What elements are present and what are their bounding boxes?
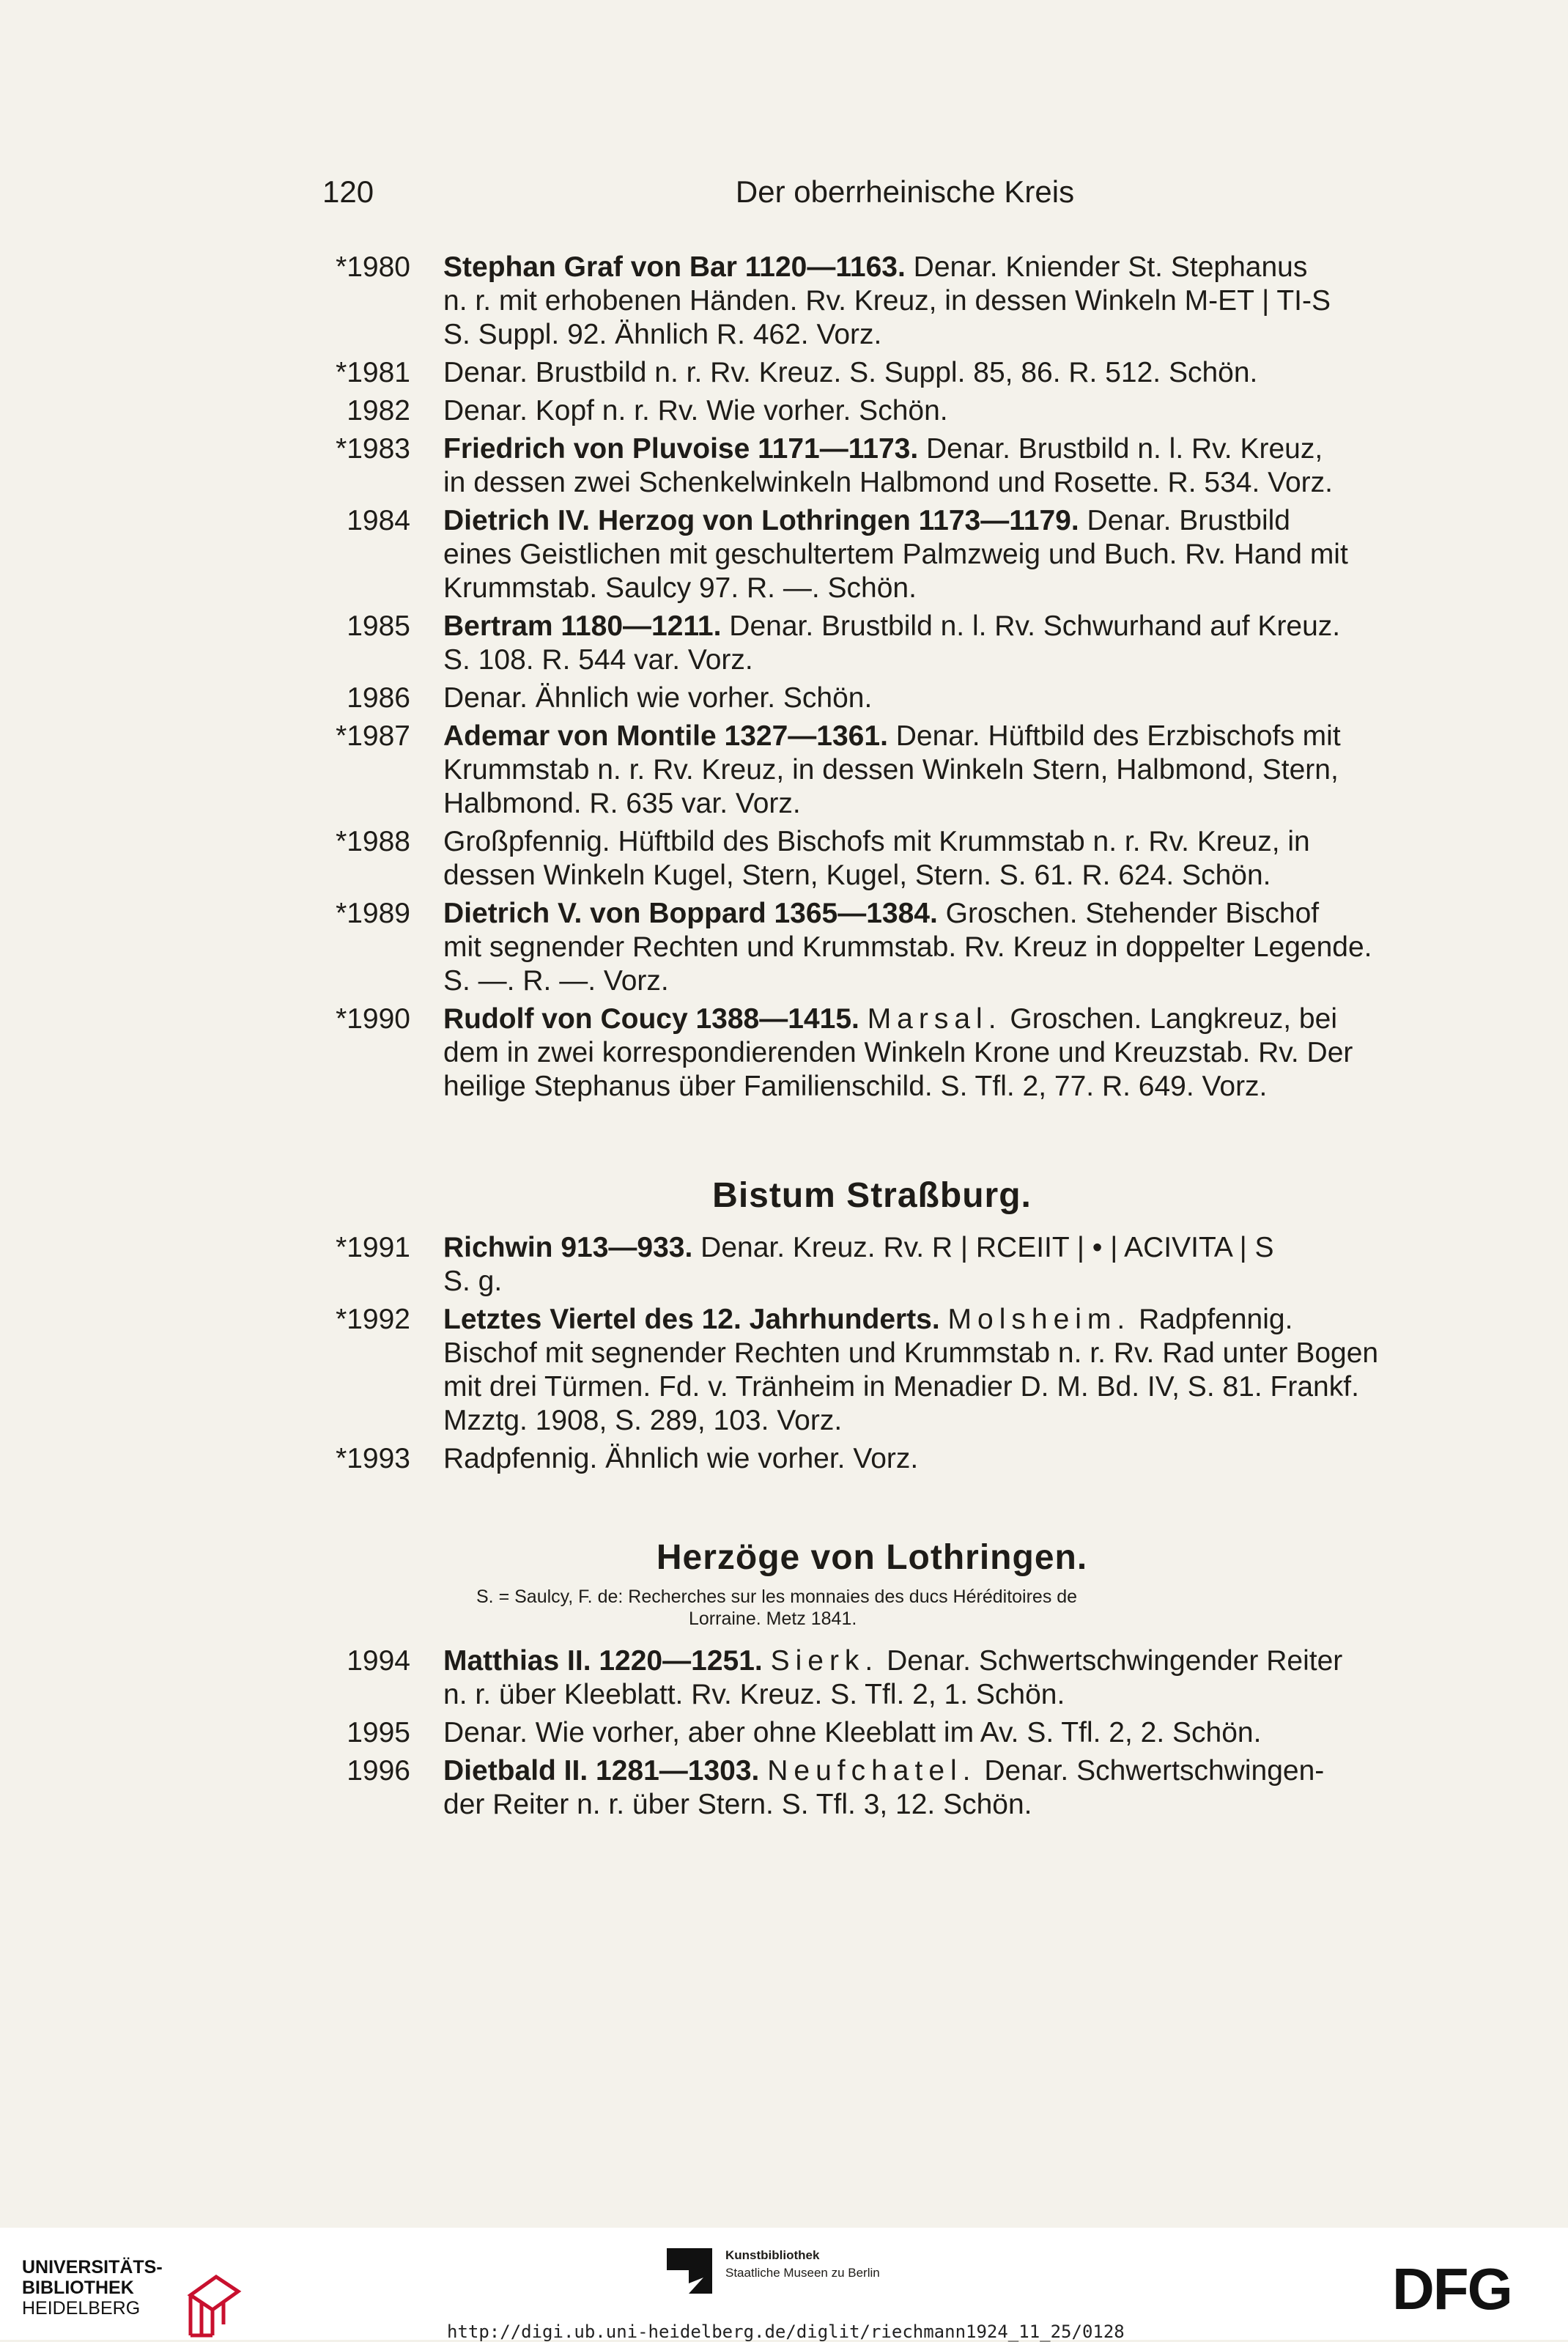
entry-line [443, 931, 1436, 964]
entry-line [443, 572, 1436, 605]
entry-text [443, 1644, 1436, 1712]
entry-ruler-heading: Dietrich IV. Herzog von Lothringen 1173—1179. [443, 505, 1079, 536]
entry-line-text: dem in zwei korrespondierenden Winkeln Krone und Kreuzstab. Rv. Der [443, 1037, 1353, 1068]
entry-line [443, 1678, 1436, 1712]
entry-line [443, 1716, 1436, 1750]
entry-line [443, 1231, 1436, 1265]
entry-line [443, 432, 1436, 466]
catalog-entry [308, 504, 1436, 605]
entry-ruler-heading: Letztes Viertel des 12. Jahrhunderts. [443, 1304, 940, 1335]
catalog-entry [308, 251, 1436, 352]
entry-mint-place: Molsheim. [947, 1304, 1131, 1335]
entry-text [443, 1303, 1436, 1438]
page-number: 120 [322, 174, 374, 209]
catalog-entry [308, 356, 1436, 390]
entry-line-text: Denar. Hüftbild des Erzbischofs mit [887, 720, 1341, 752]
entry-text [443, 394, 1436, 428]
ub-mark-icon [183, 2273, 242, 2339]
entry-line-text: n. r. über Kleeblatt. Rv. Kreuz. S. Tfl. 2, 1. Schön. [443, 1679, 1065, 1710]
entry-line [443, 1404, 1436, 1438]
entry-number: *1983 [336, 433, 410, 465]
entry-line [443, 859, 1436, 893]
entry-line-text: dessen Winkeln Kugel, Stern, Kugel, Stern. S. 61. R. 624. Schön. [443, 860, 1271, 891]
section-title-lothringen: Herzöge von Lothringen. [656, 1538, 1088, 1577]
entry-number: 1984 [347, 505, 410, 536]
entry-line [443, 1070, 1436, 1104]
kb-line-2: Staatliche Museen zu Berlin [725, 2266, 880, 2280]
entry-line [443, 897, 1436, 931]
catalog-entry [308, 1754, 1436, 1822]
entry-mint-place: Marsal. [867, 1003, 1002, 1035]
entry-line [443, 251, 1436, 284]
entry-line-text: eines Geistlichen mit geschultertem Palmzweig und Buch. Rv. Hand mit [443, 539, 1348, 570]
entry-line [443, 1788, 1436, 1822]
entry-ruler-heading: Dietrich V. von Boppard 1365—1384. [443, 898, 938, 929]
section-note-line-1: S. = Saulcy, F. de: Recherches sur les monnaies des ducs Héréditoires de [476, 1586, 1078, 1607]
entry-line [443, 1337, 1436, 1370]
entry-line-text: Denar. Wie vorher, aber ohne Kleeblatt im Av. S. Tfl. 2, 2. Schön. [443, 1717, 1262, 1748]
entry-line [443, 356, 1436, 390]
entry-number: *1980 [336, 251, 410, 283]
entry-line-text: Mzztg. 1908, S. 289, 103. Vorz. [443, 1405, 843, 1436]
section-title-strassburg: Bistum Straßburg. [712, 1176, 1032, 1215]
catalog-entry [308, 1231, 1436, 1299]
entry-number: 1982 [347, 395, 410, 426]
entry-line [443, 643, 1436, 677]
entry-number: *1991 [336, 1232, 410, 1263]
entry-line [443, 1002, 1436, 1036]
entry-line [443, 720, 1436, 753]
permalink-url[interactable]: http://digi.ub.uni-heidelberg.de/diglit/riechmann1924_11_25/0128 [447, 2321, 1125, 2342]
entry-line-text: Denar. Brustbild n. l. Rv. Kreuz, [918, 433, 1323, 465]
ub-line-2: BIBLIOTHEK [22, 2278, 134, 2298]
catalog-entry [308, 610, 1436, 677]
entry-text [443, 251, 1436, 352]
entry-text [443, 720, 1436, 821]
catalog-entry [308, 432, 1436, 500]
catalog-entry [308, 681, 1436, 715]
entry-number: 1996 [347, 1755, 410, 1787]
entry-mint-place: Neufchatel. [767, 1755, 977, 1787]
entry-line [443, 610, 1436, 643]
entry-number: 1985 [347, 610, 410, 642]
catalog-entry [308, 1002, 1436, 1104]
entry-line [443, 1754, 1436, 1788]
entry-line-text: Denar. Kniender St. Stephanus [905, 251, 1308, 283]
entry-line [443, 1644, 1436, 1678]
section-note [476, 1586, 1282, 1630]
section-note-line-2: Lorraine. Metz 1841. [689, 1608, 857, 1629]
entry-text [443, 504, 1436, 605]
entry-line [443, 1265, 1436, 1299]
entry-line-text: Denar. Schwertschwingen- [976, 1755, 1325, 1787]
entry-number: *1993 [336, 1443, 410, 1474]
entry-line [443, 538, 1436, 572]
entry-line-text: heilige Stephanus über Familienschild. S. Tfl. 2, 77. R. 649. Vorz. [443, 1071, 1268, 1102]
entry-line-text: Bischof mit segnender Rechten und Krummstab n. r. Rv. Rad unter Bogen [443, 1337, 1379, 1369]
entry-line-text: Großpfennig. Hüftbild des Bischofs mit Krummstab n. r. Rv. Kreuz, in [443, 826, 1310, 857]
entry-line [443, 394, 1436, 428]
entry-number: 1995 [347, 1717, 410, 1748]
entry-line-text: Denar. Ähnlich wie vorher. Schön. [443, 682, 873, 714]
ub-line-3: HEIDELBERG [22, 2298, 141, 2319]
entry-line-text: Denar. Brustbild n. r. Rv. Kreuz. S. Suppl. 85, 86. R. 512. Schön. [443, 357, 1258, 388]
entry-ruler-heading: Dietbald II. 1281—1303. [443, 1755, 760, 1787]
entry-line-text: Denar. Kopf n. r. Rv. Wie vorher. Schön. [443, 395, 948, 426]
entry-ruler-heading: Matthias II. 1220—1251. [443, 1645, 763, 1677]
entry-ruler-heading: Ademar von Montile 1327—1361. [443, 720, 888, 752]
entry-mint-place: Sierk. [770, 1645, 879, 1677]
entry-line [443, 1442, 1436, 1476]
entry-line [443, 753, 1436, 787]
running-head [322, 174, 1421, 218]
entry-line [443, 466, 1436, 500]
footer-bar [0, 2228, 1568, 2340]
entry-number: *1989 [336, 898, 410, 929]
entry-line [443, 1036, 1436, 1070]
entry-ruler-heading: Bertram 1180—1211. [443, 610, 722, 642]
catalog-entry [308, 720, 1436, 821]
entry-line [443, 318, 1436, 352]
catalog-entry [308, 825, 1436, 893]
entry-text [443, 825, 1436, 893]
entry-line-text: Denar. Brustbild n. l. Rv. Schwurhand auf Kreuz. [721, 610, 1341, 642]
catalog-entry [308, 1716, 1436, 1750]
entry-text [443, 1754, 1436, 1822]
entry-text [443, 1002, 1436, 1104]
entry-line-text: S. 108. R. 544 var. Vorz. [443, 644, 753, 676]
entry-text [443, 1231, 1436, 1299]
entry-line-text: Radpfennig. Ähnlich wie vorher. Vorz. [443, 1443, 919, 1474]
entry-line-text: Groschen. Stehender Bischof [937, 898, 1320, 929]
entry-text [443, 432, 1436, 500]
entry-line-text: mit segnender Rechten und Krummstab. Rv. Kreuz in doppelter Legende. [443, 931, 1372, 963]
catalog-entries-group-2 [308, 1231, 1436, 1480]
entry-line-text: Groschen. Langkreuz, bei [1002, 1003, 1337, 1035]
entry-line [443, 681, 1436, 715]
catalog-entries-group-3 [308, 1644, 1436, 1826]
entry-text [443, 1442, 1436, 1476]
entry-ruler-heading: Stephan Graf von Bar 1120—1163. [443, 251, 906, 283]
entry-text [443, 1716, 1436, 1750]
entry-text [443, 681, 1436, 715]
entry-line-text: Denar. Schwertschwingender Reiter [879, 1645, 1343, 1677]
entry-line-text: Radpfennig. [1131, 1304, 1293, 1335]
entry-ruler-heading: Friedrich von Pluvoise 1171—1173. [443, 433, 919, 465]
entry-line-text: n. r. mit erhobenen Händen. Rv. Kreuz, in dessen Winkeln M-ET | TI-S [443, 285, 1331, 317]
entry-ruler-heading: Rudolf von Coucy 1388—1415. [443, 1003, 859, 1035]
catalog-entry [308, 1303, 1436, 1438]
entry-line-text: mit drei Türmen. Fd. v. Tränheim in Menadier D. M. Bd. IV, S. 81. Frankf. [443, 1371, 1359, 1403]
entry-line-text: der Reiter n. r. über Stern. S. Tfl. 3, 12. Schön. [443, 1789, 1032, 1820]
entry-line [443, 825, 1436, 859]
entry-line-text: in dessen zwei Schenkelwinkeln Halbmond und Rosette. R. 534. Vorz. [443, 467, 1334, 498]
catalog-entry [308, 1644, 1436, 1712]
entry-line-text: Halbmond. R. 635 var. Vorz. [443, 788, 801, 819]
catalog-entries-group-1 [308, 251, 1436, 1108]
entry-line [443, 787, 1436, 821]
entry-line [443, 284, 1436, 318]
entry-line [443, 504, 1436, 538]
entry-number: *1987 [336, 720, 410, 752]
kunstbibliothek-icon [667, 2248, 712, 2294]
entry-number: *1988 [336, 826, 410, 857]
entry-line-text: Denar. Kreuz. Rv. R | RCEIIT | • | ACIVITA | S [692, 1232, 1274, 1263]
entry-number: *1981 [336, 357, 410, 388]
ub-line-1: UNIVERSITÄTS- [22, 2257, 163, 2278]
entry-line-text: Krummstab n. r. Rv. Kreuz, in dessen Winkeln Stern, Halbmond, Stern, [443, 754, 1339, 786]
kb-line-1: Kunstbibliothek [725, 2248, 820, 2262]
entry-line-text: Krummstab. Saulcy 97. R. —. Schön. [443, 572, 917, 604]
catalog-entry [308, 897, 1436, 998]
entry-line [443, 1370, 1436, 1404]
entry-text [443, 610, 1436, 677]
entry-line-text: S. g. [443, 1266, 503, 1297]
entry-number: 1994 [347, 1645, 410, 1677]
ub-heidelberg-logo[interactable] [22, 2257, 163, 2319]
catalog-entry [308, 394, 1436, 428]
entry-line-text: S. Suppl. 92. Ähnlich R. 462. Vorz. [443, 319, 882, 350]
entry-ruler-heading: Richwin 913—933. [443, 1232, 693, 1263]
entry-line [443, 1303, 1436, 1337]
entry-line-text: Denar. Brustbild [1079, 505, 1290, 536]
entry-line-text: S. —. R. —. Vorz. [443, 965, 669, 997]
entry-text [443, 356, 1436, 390]
catalog-entry [308, 1442, 1436, 1476]
running-title: Der oberrheinische Kreis [735, 174, 1075, 209]
entry-text [443, 897, 1436, 998]
entry-number: *1992 [336, 1304, 410, 1335]
entry-line [443, 964, 1436, 998]
dfg-logo[interactable]: DFG [1392, 2256, 1512, 2321]
entry-number: 1986 [347, 682, 410, 714]
entry-number: *1990 [336, 1003, 410, 1035]
